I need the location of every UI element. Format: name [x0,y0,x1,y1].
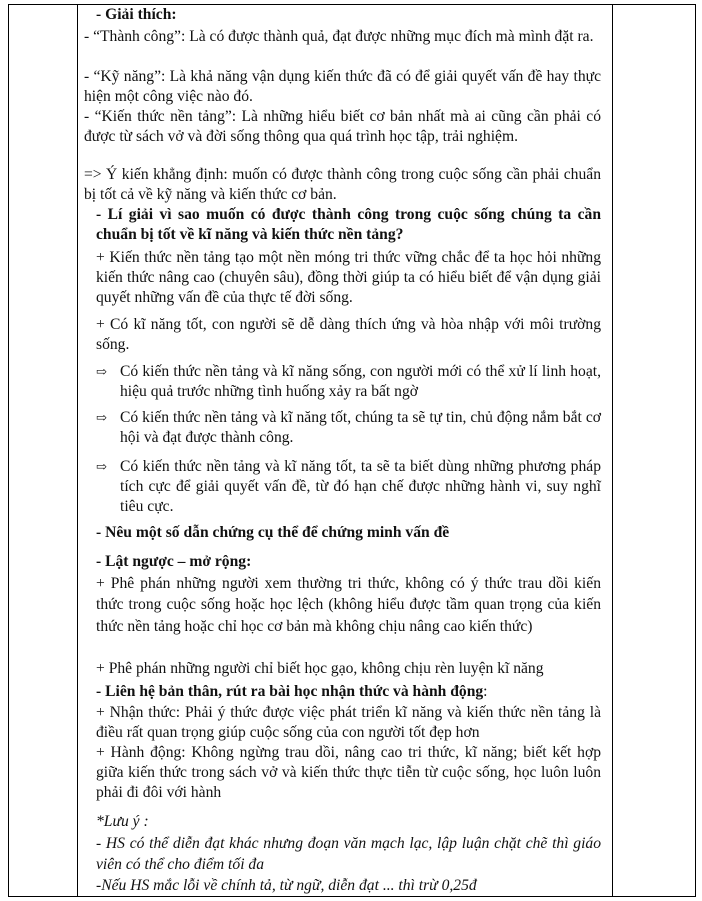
reason-p2: + Có kĩ năng tốt, con người sẽ dễ dàng thích ứng và hòa nhập với môi trường sống. [96,316,601,353]
note-heading: *Lưu ý : [96,813,149,830]
reverse-p1: + Phê phán những người xem thường tri thức, không có ý thức trau dồi kiến thức trong cuộc sống hoặc học lệch (không hiểu được tầm quan trọng của kiến thức nền tảng hoặc chỉ học cơ bản mà không chịu nâng cao kiến thức) [96,575,601,635]
reverse-p2: + Phê phán những người chỉ biết học gạo, không chịu rèn luyện kĩ năng [96,660,544,677]
explain-skill: - “Kỹ năng”: Là khả năng vận dụng kiến thức đã có để giải quyết vấn đề hay thực hiện một công việc nào đó. [84,68,601,105]
arrow-right-icon: ⇨ [96,410,107,425]
arrow-right-icon: ⇨ [96,364,107,379]
note-p1: - HS có thể diễn đạt khác nhưng đoạn văn mạch lạc, lập luận chặt chẽ thì giáo viên có thể cho điểm tối đa [96,835,601,873]
arrow-item [96,362,601,402]
reverse-heading: - Lật ngược – mở rộng: [96,553,252,570]
table-border-right [695,4,696,896]
explain-conclusion: => Ý kiến khẳng định: muốn có được thành công trong cuộc sống cần phải chuẩn bị tốt cả về kỹ năng và kiến thức cơ bản. [84,166,601,203]
table-column-divider-2 [612,4,613,896]
relate-colon: : [483,683,488,700]
relate-p2: + Hành động: Không ngừng trau dồi, nâng cao tri thức, kĩ năng; biết kết hợp giữa kiến thức trong sách vở và kiến thức thực tiễn từ cuộc sống, học luôn luôn phải đi đôi với hành [96,744,601,801]
explain-heading: - Giải thích: [96,6,177,23]
relate-heading: - Liên hệ bản thân, rút ra bài học nhận thức và hành động [96,683,484,700]
relate-heading-line [96,682,601,702]
arrow-item-text: Có kiến thức nền tảng và kĩ năng tốt, chúng ta sẽ tự tin, chủ động nắm bắt cơ hội và đạt được thành công. [120,409,601,446]
table-border-left [8,4,9,896]
evidence-heading: - Nêu một số dẫn chứng cụ thể để chứng minh vấn đề [96,524,450,541]
arrow-item-text: Có kiến thức nền tảng và kĩ năng tốt, ta sẽ ta biết dùng những phương pháp tích cực để giải quyết vấn đề, từ đó hạn chế được những hành vi, suy nghĩ tiêu cực. [120,458,601,515]
table-border-bottom [8,896,696,897]
arrow-item [96,408,601,448]
note-p2: -Nếu HS mắc lỗi về chính tả, từ ngữ, diễn đạt ... thì trừ 0,25đ [96,877,477,894]
reason-heading: - Lí giải vì sao muốn có được thành công trong cuộc sống chúng ta cần chuẩn bị tốt về kĩ năng và kiến thức nền tảng? [96,206,601,243]
arrow-item [96,457,601,517]
reason-p1: + Kiến thức nền tảng tạo một nền móng tri thức vững chắc để ta học hỏi những kiến thức nâng cao (chuyên sâu), đồng thời giúp ta có hiểu biết để vận dụng giải quyết những vấn đề của thực tế đời sống. [96,249,601,306]
arrow-right-icon: ⇨ [96,459,107,474]
explain-foundation: - “Kiến thức nền tảng”: Là những hiểu biết cơ bản nhất mà ai cũng cần phải có được từ sách vở và đời sống thông qua quá trình học tập, trải nghiệm. [84,108,601,145]
explain-success: - “Thành công”: Là có được thành quả, đạt được những mục đích mà mình đặt ra. [84,28,594,45]
arrow-item-text: Có kiến thức nền tảng và kĩ năng sống, con người mới có thể xử lí linh hoạt, hiệu quả trước những tình huống xảy ra bất ngờ [120,363,601,400]
table-column-divider-1 [77,4,78,896]
relate-p1: + Nhận thức: Phải ý thức được việc phát triển kĩ năng và kiến thức nền tảng là điều rất quan trọng giúp cuộc sống của con người tốt đẹp hơn [96,704,601,741]
